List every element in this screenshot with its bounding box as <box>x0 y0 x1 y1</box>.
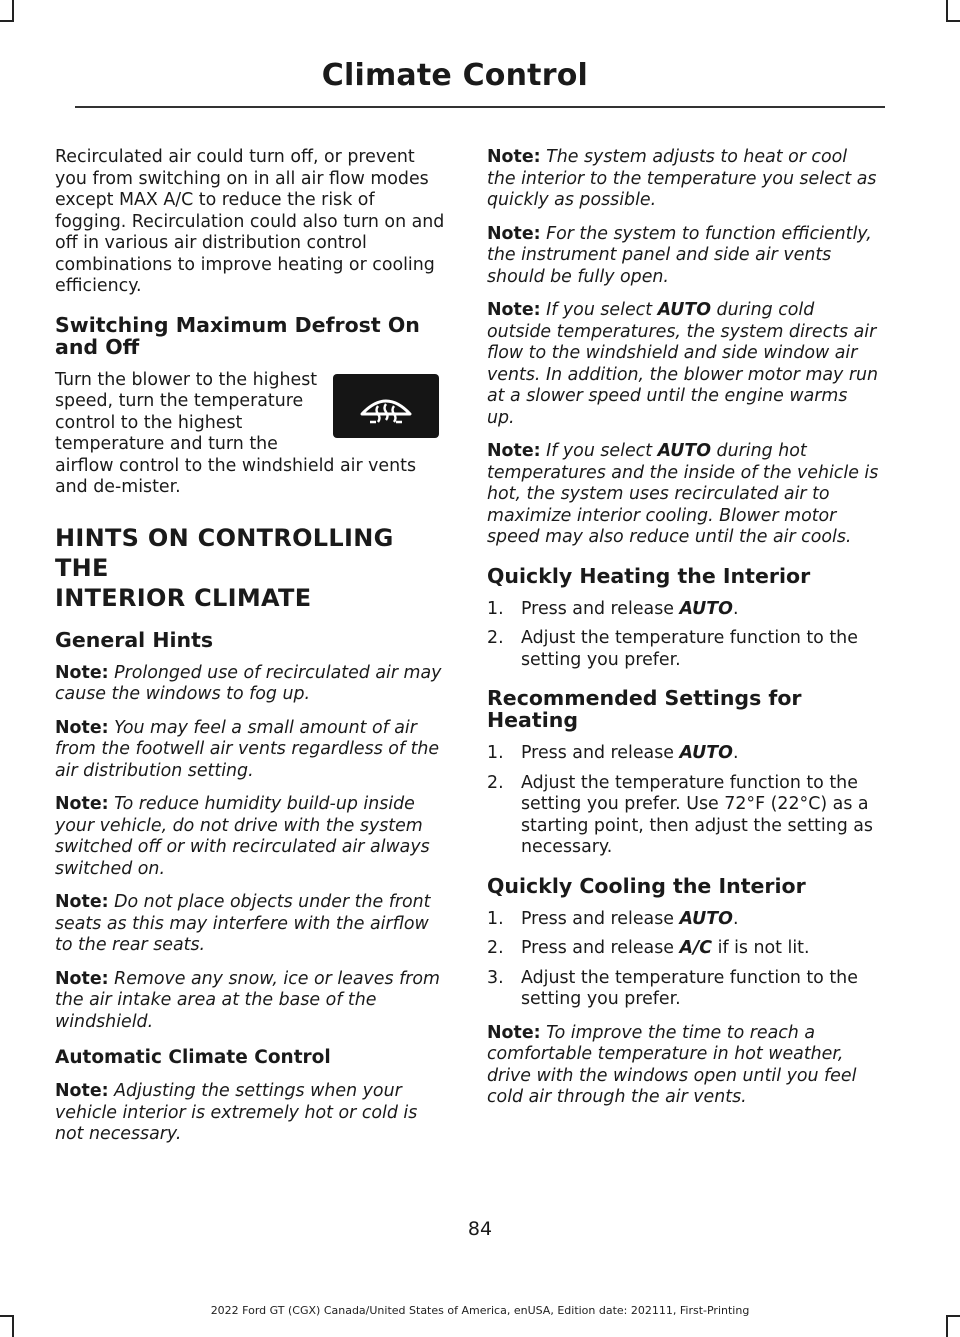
note-label: Note: <box>55 717 109 738</box>
quick-cool-steps <box>487 909 879 1011</box>
note-paragraph <box>487 147 879 212</box>
quick-heat-heading: Quickly Heating the Interior <box>487 563 811 588</box>
note-label: Note: <box>55 892 109 912</box>
step-item <box>487 938 879 960</box>
note-paragraph <box>55 663 447 706</box>
automatic-climate-heading: Automatic Climate Control <box>55 1047 331 1068</box>
page-number: 84 <box>467 1218 493 1240</box>
step-number: 1. <box>487 743 504 763</box>
step-text <box>521 599 879 621</box>
step-text-post: if is not lit. <box>712 938 810 958</box>
step-item <box>487 909 879 931</box>
note-label: Note: <box>487 1022 541 1043</box>
ac-keyword: A/C <box>679 938 713 958</box>
step-text-post: . <box>732 598 739 619</box>
note-paragraph <box>55 718 447 783</box>
step-number: 1. <box>487 598 504 619</box>
note-label: Note: <box>487 441 541 461</box>
note-label: Note: <box>55 968 109 989</box>
note-text: Prolonged use of recirculated air may cause the windows to fog up. <box>55 662 442 704</box>
step-text-pre: Press and release <box>521 908 680 929</box>
auto-keyword: AUTO <box>657 441 712 461</box>
hints-heading-line-2: INTERIOR CLIMATE <box>55 583 312 612</box>
note-text: Do not place objects under the front seats as this may interfere with the airflow to the rear seats. <box>55 892 431 955</box>
note-text: Remove any snow, ice or leaves from the air intake area at the base of the windshield. <box>55 968 440 1032</box>
note-paragraph <box>487 300 879 429</box>
step-item <box>487 773 879 859</box>
note-paragraph <box>55 794 447 880</box>
step-text-post: . <box>732 743 739 763</box>
hints-heading <box>55 523 447 613</box>
step-text-pre: Press and release <box>521 743 680 763</box>
intro-paragraph: Recirculated air could turn off, or prevent you from switching on in all air flow modes except MAX A/C to reduce the risk of fogging. Recirculation could also turn on and off in various air distribution control combinations to improve heating or cooling efficiency. <box>55 147 445 296</box>
crop-mark <box>12 1315 14 1337</box>
step-text <box>521 938 879 960</box>
note-paragraph <box>487 224 879 289</box>
note-label: Note: <box>487 223 541 244</box>
step-text: Adjust the temperature function to the setting you prefer. <box>521 967 858 1009</box>
footer-edition: 2022 Ford GT (CGX) Canada/United States of America, enUSA, Edition date: 202111, First-Printing <box>210 1304 750 1317</box>
quick-heat-steps <box>487 599 879 672</box>
crop-mark <box>946 20 960 22</box>
step-text: Adjust the temperature function to the setting you prefer. <box>521 628 858 670</box>
hints-heading-line-1: HINTS ON CONTROLLING THE <box>55 523 394 582</box>
note-text-pre: If you select <box>546 441 658 461</box>
note-text-pre: If you select <box>546 300 658 320</box>
step-text-post: . <box>732 908 739 929</box>
page-title: Climate Control <box>321 58 588 93</box>
step-number: 1. <box>487 908 504 929</box>
note-label: Note: <box>55 662 109 683</box>
step-number: 2. <box>487 938 504 958</box>
note-text: For the system to function efficiently, the instrument panel and side air vents should be fully open. <box>487 223 872 287</box>
step-number: 2. <box>487 772 504 793</box>
general-hints-heading: General Hints <box>55 627 214 652</box>
note-text: You may feel a small amount of air from the footwell air vents regardless of the air distribution setting. <box>55 717 440 781</box>
note-paragraph <box>55 1081 447 1146</box>
crop-mark <box>12 0 14 22</box>
auto-keyword: AUTO <box>679 908 733 929</box>
step-text <box>521 909 879 931</box>
step-number: 2. <box>487 628 504 648</box>
note-text: The system adjusts to heat or cool the interior to the temperature you select as quickly as possible. <box>487 147 877 210</box>
crop-mark <box>946 0 948 22</box>
note-paragraph <box>55 892 447 957</box>
note-text-post: during hot temperatures and the inside of the vehicle is hot, the system uses recirculated air to maximize interior cooling. Blower motor speed may also reduce until the air cools. <box>487 441 879 547</box>
note-text <box>487 441 878 547</box>
step-item <box>487 628 879 671</box>
step-item <box>487 968 879 1011</box>
recommended-heating-heading: Recommended Settings for Heating <box>487 686 802 732</box>
note-paragraph <box>487 441 879 549</box>
step-text <box>521 743 879 765</box>
note-label: Note: <box>487 147 541 167</box>
note-text: Adjusting the settings when your vehicle interior is extremely hot or cold is not necessary. <box>55 1081 418 1144</box>
right-column <box>487 147 879 1121</box>
step-item <box>487 599 879 621</box>
defrost-block <box>55 370 447 499</box>
note-paragraph <box>55 969 447 1034</box>
step-text-pre: Press and release <box>521 598 680 619</box>
defrost-heading: Switching Maximum Defrost On and Off <box>55 312 420 359</box>
note-text-post: during cold outside temperatures, the system directs air flow to the windshield and side window air vents. In addition, the blower motor may run at a slower speed until the engine warms up. <box>487 300 879 428</box>
header-rule <box>75 106 885 108</box>
note-label: Note: <box>55 794 109 814</box>
note-label: Note: <box>55 1081 109 1101</box>
max-defrost-icon <box>333 374 439 438</box>
step-text-pre: Press and release <box>521 938 680 958</box>
step-text: Adjust the temperature function to the setting you prefer. Use 72°F (22°C) as a starting point, then adjust the setting as necessary. <box>521 772 873 857</box>
note-paragraph <box>487 1023 879 1109</box>
left-column <box>55 147 447 1158</box>
auto-keyword: AUTO <box>679 598 733 619</box>
auto-keyword: AUTO <box>679 743 733 763</box>
step-number: 3. <box>487 967 504 988</box>
step-item <box>487 743 879 765</box>
crop-mark <box>946 1315 948 1337</box>
recommended-heating-steps <box>487 743 879 859</box>
note-label: Note: <box>487 300 541 320</box>
defrost-text: Turn the blower to the highest speed, turn the temperature control to the highest temperature and turn the airflow control to the windshield air vents and de-mister. <box>55 369 417 497</box>
note-text: To reduce humidity build-up inside your vehicle, do not drive with the system switched off or with recirculated air always switched on. <box>55 794 430 879</box>
crop-mark <box>0 20 14 22</box>
note-text: To improve the time to reach a comfortable temperature in hot weather, drive with the windows open until you feel cold air through the air vents. <box>487 1022 857 1107</box>
note-text <box>487 300 878 428</box>
quick-cool-heading: Quickly Cooling the Interior <box>487 873 806 898</box>
auto-keyword: AUTO <box>657 300 712 320</box>
